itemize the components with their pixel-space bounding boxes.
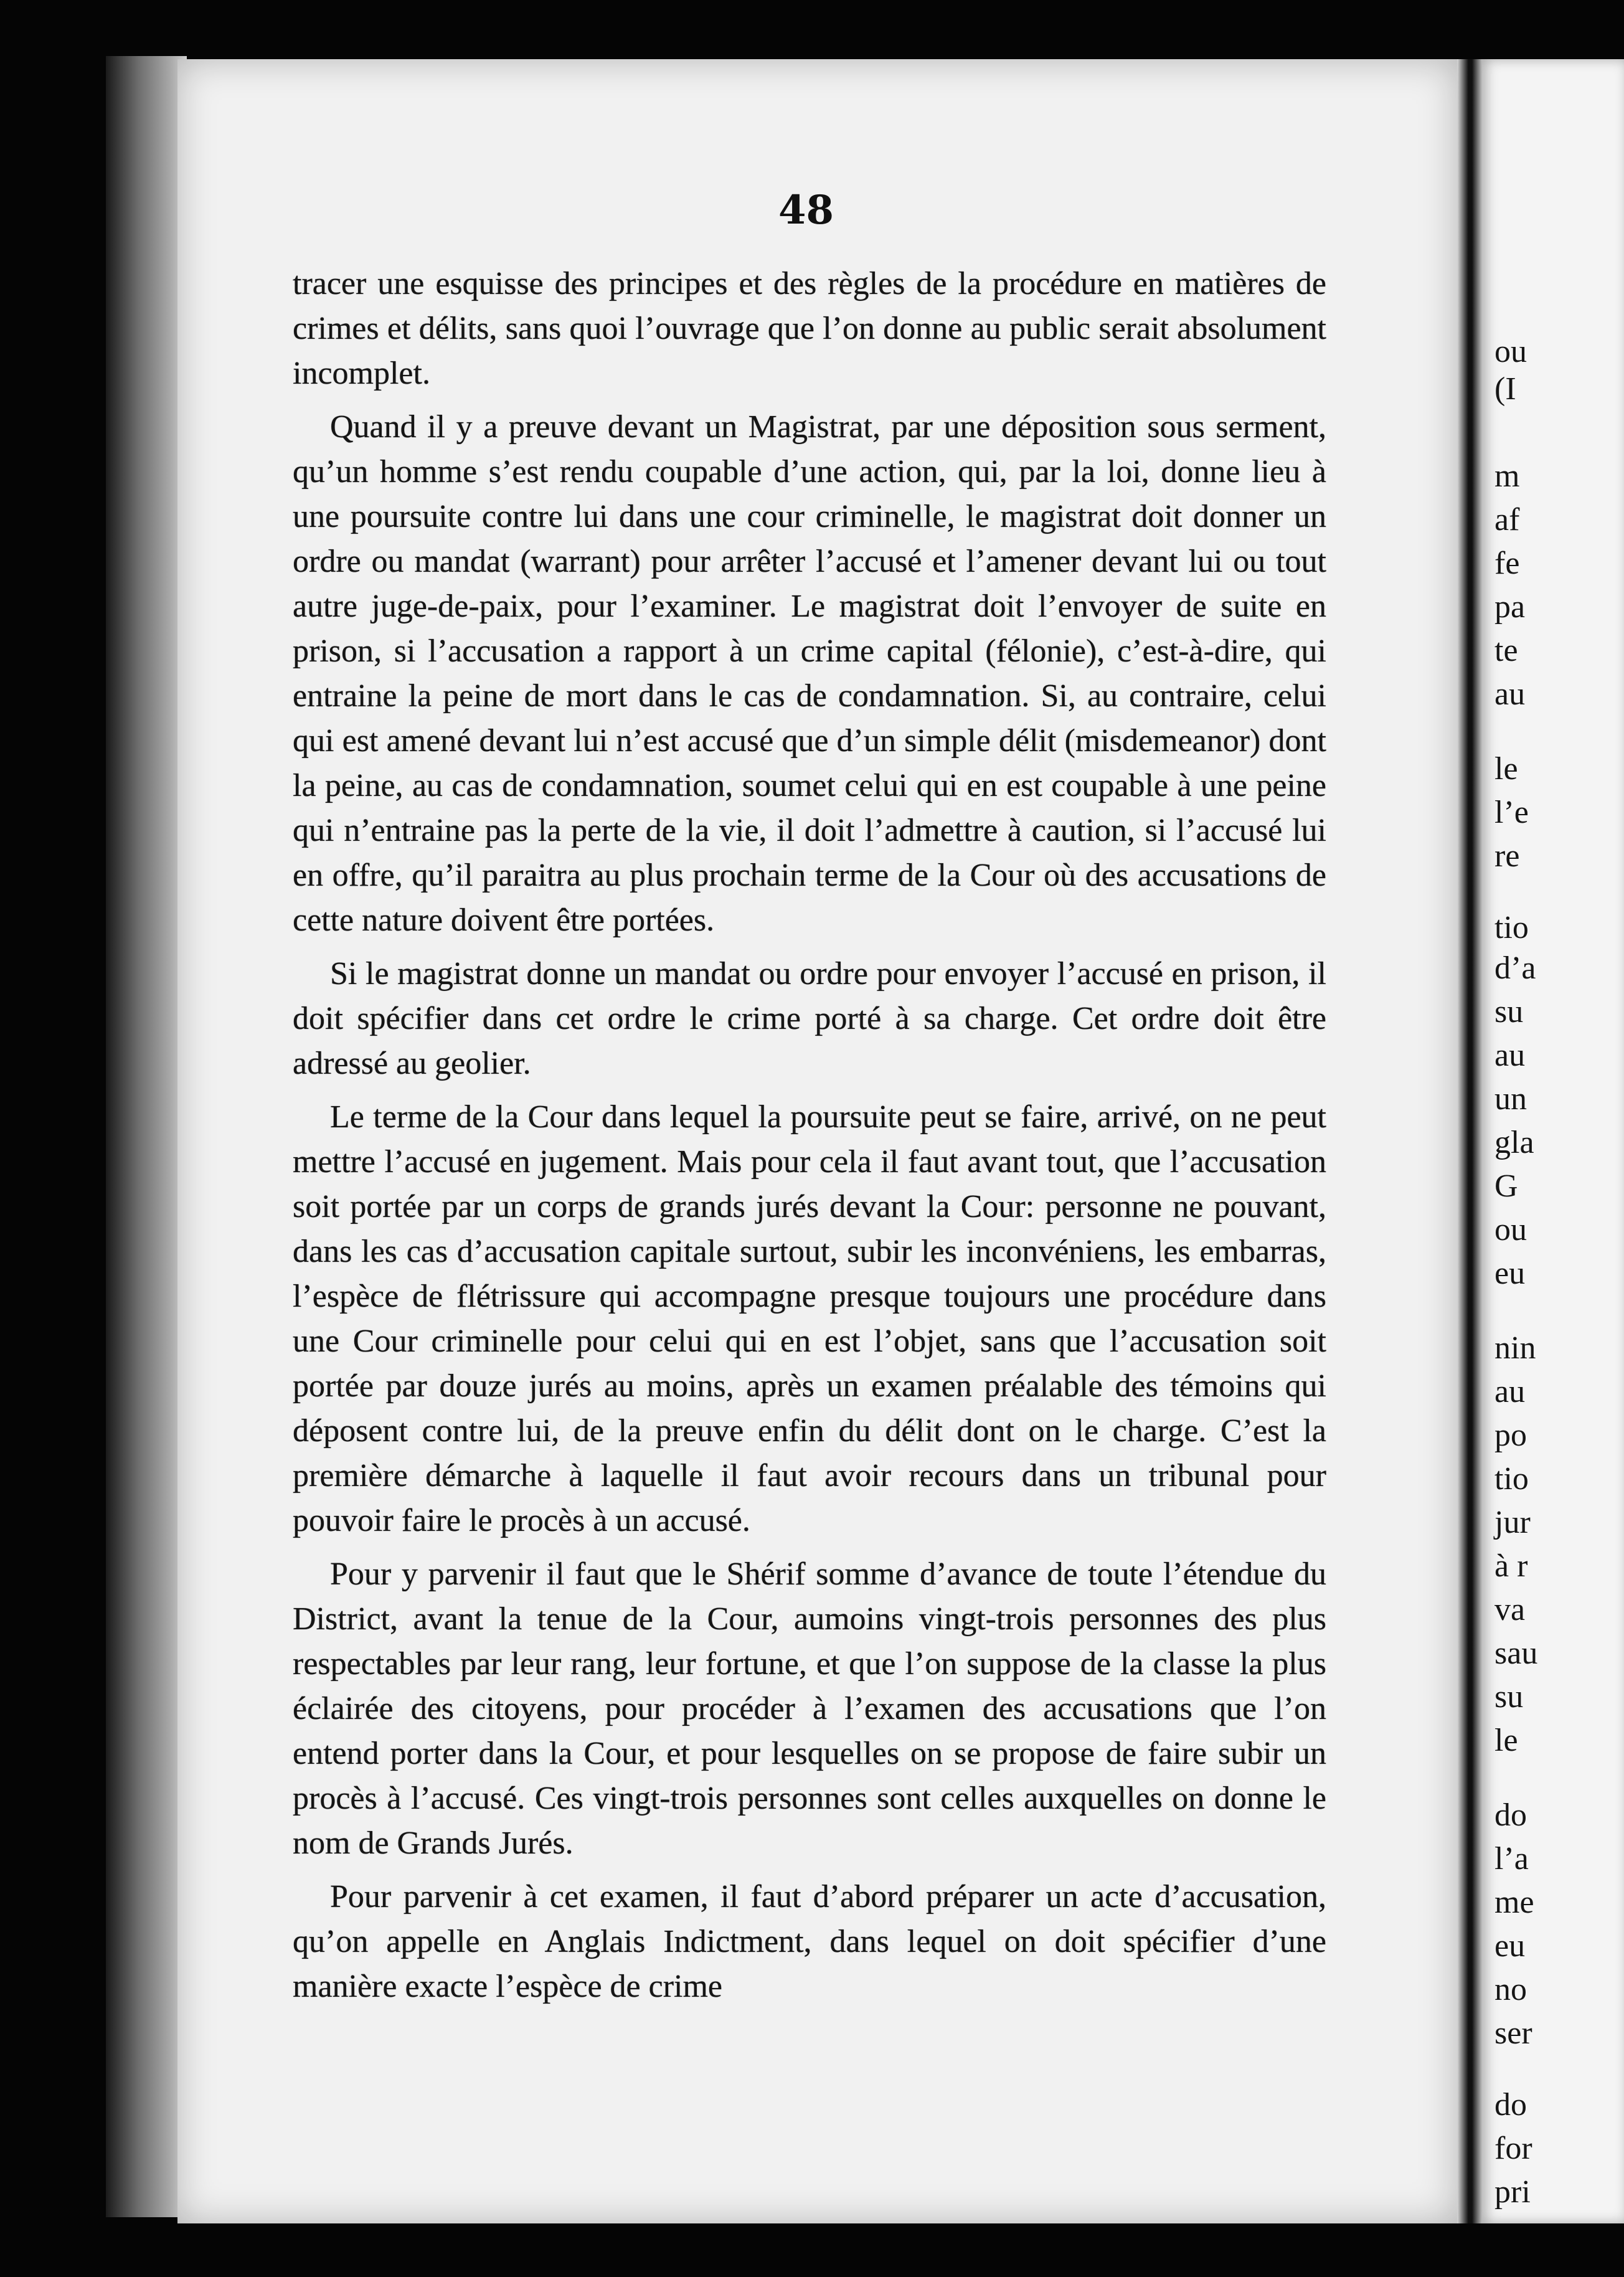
paragraph: Pour y parvenir il faut que le Shérif somme d’avance de toute l’étendue du District, avant la tenue de la Cour, aumoins vingt-trois personnes des plus respectables par leur rang, leur fortune, et que l’on suppose de la classe la plus éclairée des citoyens, pour procéder à l’examen des accusations que l’on entend porter dans la Cour, et pour lesquelles on se propose de faire subir un procès à l’accusé. Ces vingt-trois personnes sont celles auxquelles on donne le nom de Grands Jurés. (293, 1556, 1326, 1861)
right-page-line-fragment: (I (1494, 371, 1516, 407)
right-page-line-fragment: me (1494, 1885, 1534, 1920)
right-page-line-fragment: jur (1494, 1505, 1531, 1540)
right-page-line-fragment: af (1494, 502, 1520, 537)
right-page-line-fragment: le (1494, 751, 1518, 787)
center-binding-gutter (1457, 59, 1482, 2223)
right-page-fragment (1482, 59, 1624, 2223)
right-page-line-fragment: su (1494, 994, 1524, 1030)
right-page-line-fragment: sau (1494, 1636, 1538, 1671)
right-page-line-fragment: va (1494, 1592, 1526, 1627)
right-page-line-fragment: d’a (1494, 950, 1536, 986)
paragraph: Le terme de la Cour dans lequel la poursuite peut se faire, arrivé, on ne peut mettre l’accusé en jugement. Mais pour cela il faut avant tout, que l’accusation soit portée par un corps de grands jurés devant la Cour: personne ne pouvant, dans les cas d’accusation capitale surtout, subir les inconvéniens, les embarras, l’espèce de flétrissure qui accompagne presque toujours une procédure dans une Cour criminelle pour celui qui en est l’objet, sans que l’accusation soit portée par douze jurés au moins, après un examen préalable des témoins qui déposent contre lui, de la preuve enfin du délit dont on le charge. C’est la première démarche à laquelle il faut avoir recours dans un tribunal pour pouvoir faire le procès à un accusé. (293, 1099, 1326, 1538)
right-page-line-fragment: te (1494, 633, 1518, 668)
paragraph: tracer une esquisse des principes et des règles de la procédure en matières de crimes et délits, sans quoi l’ouvrage que l’on donne au public serait absolument incomplet. (293, 266, 1326, 391)
right-page-line-fragment: do (1494, 1797, 1527, 1833)
right-page-line-fragment: au (1494, 1038, 1526, 1073)
right-page-line-fragment: à r (1494, 1548, 1528, 1584)
right-page-line-fragment: fe (1494, 546, 1520, 581)
right-page-line-fragment: m (1494, 458, 1520, 494)
right-page-line-fragment: un (1494, 1081, 1527, 1117)
paragraph: Si le magistrat donne un mandat ou ordre pour envoyer l’accusé en prison, il doit spécifier dans cet ordre le crime porté à sa charge. Cet ordre doit être adressé au geolier. (293, 956, 1326, 1081)
right-page-line-fragment: ou (1494, 1212, 1527, 1247)
right-page-line-fragment: gla (1494, 1125, 1534, 1160)
right-page-line-fragment: pa (1494, 589, 1526, 625)
right-page-line-fragment: ou (1494, 334, 1527, 369)
right-page-line-fragment: tio (1494, 1461, 1529, 1497)
right-page-line-fragment: su (1494, 1679, 1524, 1715)
right-page-line-fragment: eu (1494, 1256, 1526, 1291)
right-page-line-fragment: l’e (1494, 795, 1529, 830)
right-page-line-fragment: nin (1494, 1330, 1536, 1366)
right-page-line-fragment: re (1494, 838, 1520, 874)
paragraph: Quand il y a preuve devant un Magistrat, par une déposition sous serment, qu’un homme s’est rendu coupable d’une action, qui, par la loi, donne lieu à une poursuite contre lui dans une cour criminelle, le magistrat doit donner un ordre ou mandat (warrant) pour arrêter l’accusé et l’amener devant lui ou tout autre juge-de-paix, pour l’examiner. Le magistrat doit l’envoyer de suite en prison, si l’accusation a rapport à un crime capital (félonie), c’est-à-dire, qui entraine la peine de mort dans le cas de condamnation. Si, au contraire, celui qui est amené devant lui n’est accusé que d’un simple délit (misdemeanor) dont la peine, au cas de condamnation, soumet celui qui en est coupable à une peine qui n’entraine pas la perte de la vie, il doit l’admettre à caution, si l’accusé lui en offre, qu’il paraitra au plus prochain terme de la Cour où des accusations de cette nature doivent être portées. (293, 409, 1326, 938)
right-page-line-fragment: tio (1494, 910, 1529, 945)
right-page-line-fragment: pri (1494, 2174, 1531, 2210)
right-page-line-fragment: le (1494, 1723, 1518, 1758)
page-body (293, 262, 1326, 2018)
right-page-line-fragment: for (1494, 2131, 1532, 2166)
right-page-line-fragment: l’a (1494, 1841, 1529, 1877)
page-number: 48 (778, 187, 834, 234)
right-page-line-fragment: do (1494, 2087, 1527, 2123)
left-binding-edge (106, 56, 187, 2217)
right-page-line-fragment: po (1494, 1418, 1527, 1453)
right-page-line-fragment: ser (1494, 2015, 1532, 2051)
right-page-line-fragment: no (1494, 1972, 1527, 2007)
right-page-line-fragment: G (1494, 1168, 1518, 1204)
right-page-line-fragment: au (1494, 1374, 1526, 1409)
right-page-line-fragment: au (1494, 676, 1526, 712)
right-page-line-fragment: eu (1494, 1928, 1526, 1964)
paragraph: Pour parvenir à cet examen, il faut d’abord préparer un acte d’accusation, qu’on appelle en Anglais Indictment, dans lequel on doit spécifier d’une manière exacte l’espèce de crime (293, 1879, 1326, 2004)
